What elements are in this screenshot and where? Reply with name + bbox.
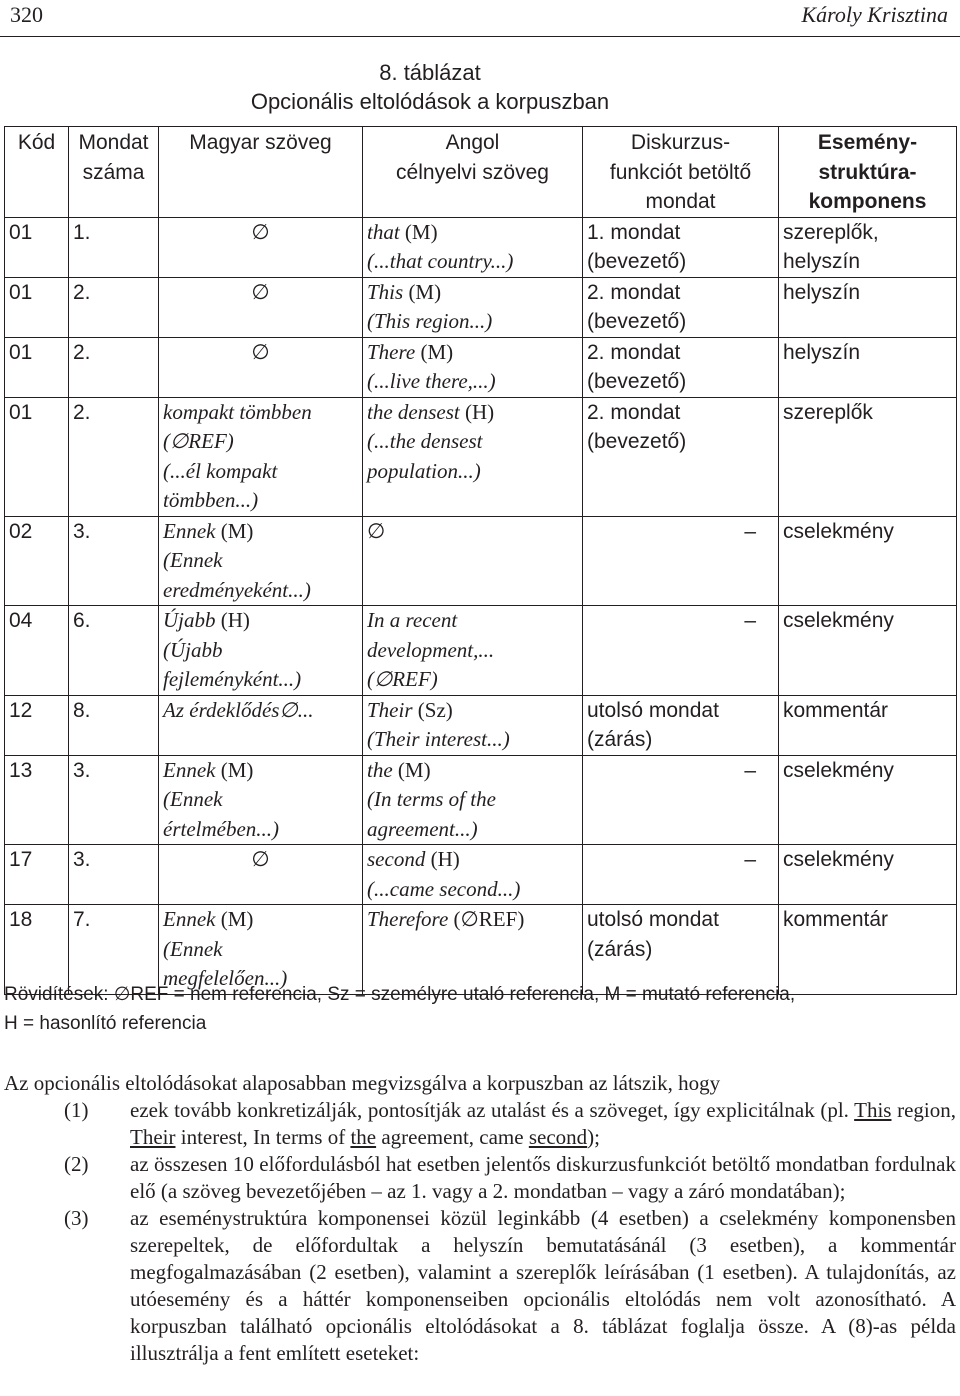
cell-angol: Their (Sz) (Their interest...)	[363, 695, 583, 755]
header-angol: Angol célnyelvi szöveg	[363, 127, 583, 218]
cell-kod: 13	[5, 755, 69, 845]
list-item-text: ezek tovább konkretizálják, pontosítják az utalást és a szöveget, így explicitálnak (pl. This region, Their interest, In terms of the agreement, came second);	[130, 1098, 956, 1149]
cell-angol: that (M) (...that country...)	[363, 217, 583, 277]
body-text	[4, 1070, 956, 1367]
cell-esemeny: cselekmény	[779, 606, 957, 696]
cell-kod: 01	[5, 217, 69, 277]
header-kod: Kód	[5, 127, 69, 218]
cell-diskurzus: –	[583, 845, 779, 905]
cell-mondat: 1.	[69, 217, 159, 277]
cell-diskurzus: 2. mondat (bevezető)	[583, 397, 779, 516]
cell-diskurzus: utolsó mondat (zárás)	[583, 905, 779, 995]
cell-esemeny: kommentár	[779, 905, 957, 995]
table-label: 8. táblázat	[379, 60, 481, 85]
cell-esemeny: szereplők	[779, 397, 957, 516]
cell-angol: In a recent development,... (∅REF)	[363, 606, 583, 696]
table-row	[5, 516, 957, 606]
table-row	[5, 845, 957, 905]
list-item-text: az összesen 10 előfordulásból hat esetben jelentős diskurzusfunkciót betöltő mondatban fordulnak elő (a szöveg bevezetőjében – az 1. vagy a 2. mondatban – vagy a záró mondatában);	[130, 1152, 956, 1203]
cell-esemeny: kommentár	[779, 695, 957, 755]
table-row	[5, 755, 957, 845]
table-header-row	[5, 127, 957, 218]
cell-diskurzus: 2. mondat (bevezető)	[583, 277, 779, 337]
abbreviations-line-2: H = hasonlító referencia	[4, 1013, 207, 1034]
table-row	[5, 277, 957, 337]
cell-magyar: ∅	[159, 337, 363, 397]
cell-kod: 01	[5, 277, 69, 337]
page-number: 320	[10, 2, 43, 27]
cell-mondat: 7.	[69, 905, 159, 995]
header-magyar: Magyar szöveg	[159, 127, 363, 218]
header-diskurzus: Diskurzus- funkciót betöltő mondat	[583, 127, 779, 218]
cell-kod: 12	[5, 695, 69, 755]
cell-diskurzus: 2. mondat (bevezető)	[583, 337, 779, 397]
cell-mondat: 6.	[69, 606, 159, 696]
cell-magyar: ∅	[159, 845, 363, 905]
cell-magyar: kompakt tömbben (∅REF) (...él kompakt tömbben...)	[159, 397, 363, 516]
table-row	[5, 217, 957, 277]
cell-mondat: 3.	[69, 516, 159, 606]
cell-esemeny: helyszín	[779, 337, 957, 397]
cell-kod: 04	[5, 606, 69, 696]
cell-magyar: ∅	[159, 277, 363, 337]
cell-mondat: 2.	[69, 397, 159, 516]
cell-diskurzus: 1. mondat (bevezető)	[583, 217, 779, 277]
cell-esemeny: helyszín	[779, 277, 957, 337]
header-rule	[0, 36, 960, 37]
cell-mondat: 2.	[69, 337, 159, 397]
cell-kod: 18	[5, 905, 69, 995]
cell-angol: This (M) (This region...)	[363, 277, 583, 337]
cell-magyar: Ennek (M) (Ennek eredményeként...)	[159, 516, 363, 606]
cell-angol: the (M) (In terms of the agreement...)	[363, 755, 583, 845]
cell-diskurzus: –	[583, 755, 779, 845]
list-item	[4, 1205, 956, 1367]
list-item-text: az eseménystruktúra komponensei közül leginkább (4 esetben) a cselekmény komponensben szerepeltek, de előfordultak a helyszín bemutatásánál (3 esetben), a kommentár megfogalmazásában (2 esetben), valamint a szereplők leírásában (1 esetben). A tulajdonítás, az utóesemény és a háttér komponenseiben opcionális eltolódás nem volt azonosítható. A korpuszban található opcionális eltolódásokat a 8. táblázat foglalja össze. A (8)-as példa illusztrálja a fent említett eseteket:	[130, 1206, 956, 1365]
list-marker: (2)	[64, 1152, 89, 1176]
running-head: Károly Krisztina	[801, 2, 948, 27]
cell-mondat: 3.	[69, 755, 159, 845]
cell-magyar: Ennek (M) (Ennek megfelelően...)	[159, 905, 363, 995]
abbreviations-line-1: Rövidítések: ∅REF = nem referencia, Sz = személyre utaló referencia, M = mutató referencia,	[4, 984, 796, 1005]
cell-mondat: 3.	[69, 845, 159, 905]
abbreviations	[4, 980, 795, 1038]
cell-esemeny: cselekmény	[779, 845, 957, 905]
cell-kod: 17	[5, 845, 69, 905]
intro-paragraph: Az opcionális eltolódásokat alaposabban megvizsgálva a korpuszban az látszik, hogy	[4, 1071, 721, 1095]
table-row	[5, 606, 957, 696]
cell-angol: second (H) (...came second...)	[363, 845, 583, 905]
list-item	[4, 1151, 956, 1205]
cell-diskurzus: utolsó mondat (zárás)	[583, 695, 779, 755]
cell-magyar: Ennek (M) (Ennek értelmében...)	[159, 755, 363, 845]
cell-diskurzus: –	[583, 606, 779, 696]
list-marker: (1)	[64, 1098, 89, 1122]
header-esemeny: Esemény- struktúra- komponens	[779, 127, 957, 218]
cell-magyar: ∅	[159, 217, 363, 277]
cell-kod: 01	[5, 337, 69, 397]
cell-kod: 01	[5, 397, 69, 516]
cell-esemeny: cselekmény	[779, 516, 957, 606]
header-mondat: Mondat száma	[69, 127, 159, 218]
table-row	[5, 337, 957, 397]
cell-angol-empty: ∅	[363, 516, 583, 606]
table-body	[5, 217, 957, 994]
list-item	[4, 1097, 956, 1151]
cell-kod: 02	[5, 516, 69, 606]
cell-angol: Therefore (∅REF)	[363, 905, 583, 995]
cell-magyar: Újabb (H) (Újabb fejleményként...)	[159, 606, 363, 696]
cell-magyar: Az érdeklődés∅...	[159, 695, 363, 755]
table-row	[5, 397, 957, 516]
cell-angol: the densest (H) (...the densest population...)	[363, 397, 583, 516]
cell-angol: There (M) (...live there,...)	[363, 337, 583, 397]
cell-mondat: 2.	[69, 277, 159, 337]
cell-mondat: 8.	[69, 695, 159, 755]
cell-diskurzus: –	[583, 516, 779, 606]
table-row	[5, 695, 957, 755]
cell-esemeny: szereplők, helyszín	[779, 217, 957, 277]
corpus-table	[4, 126, 957, 995]
list-marker: (3)	[64, 1206, 89, 1230]
cell-esemeny: cselekmény	[779, 755, 957, 845]
table-title: Opcionális eltolódások a korpuszban	[250, 89, 610, 114]
